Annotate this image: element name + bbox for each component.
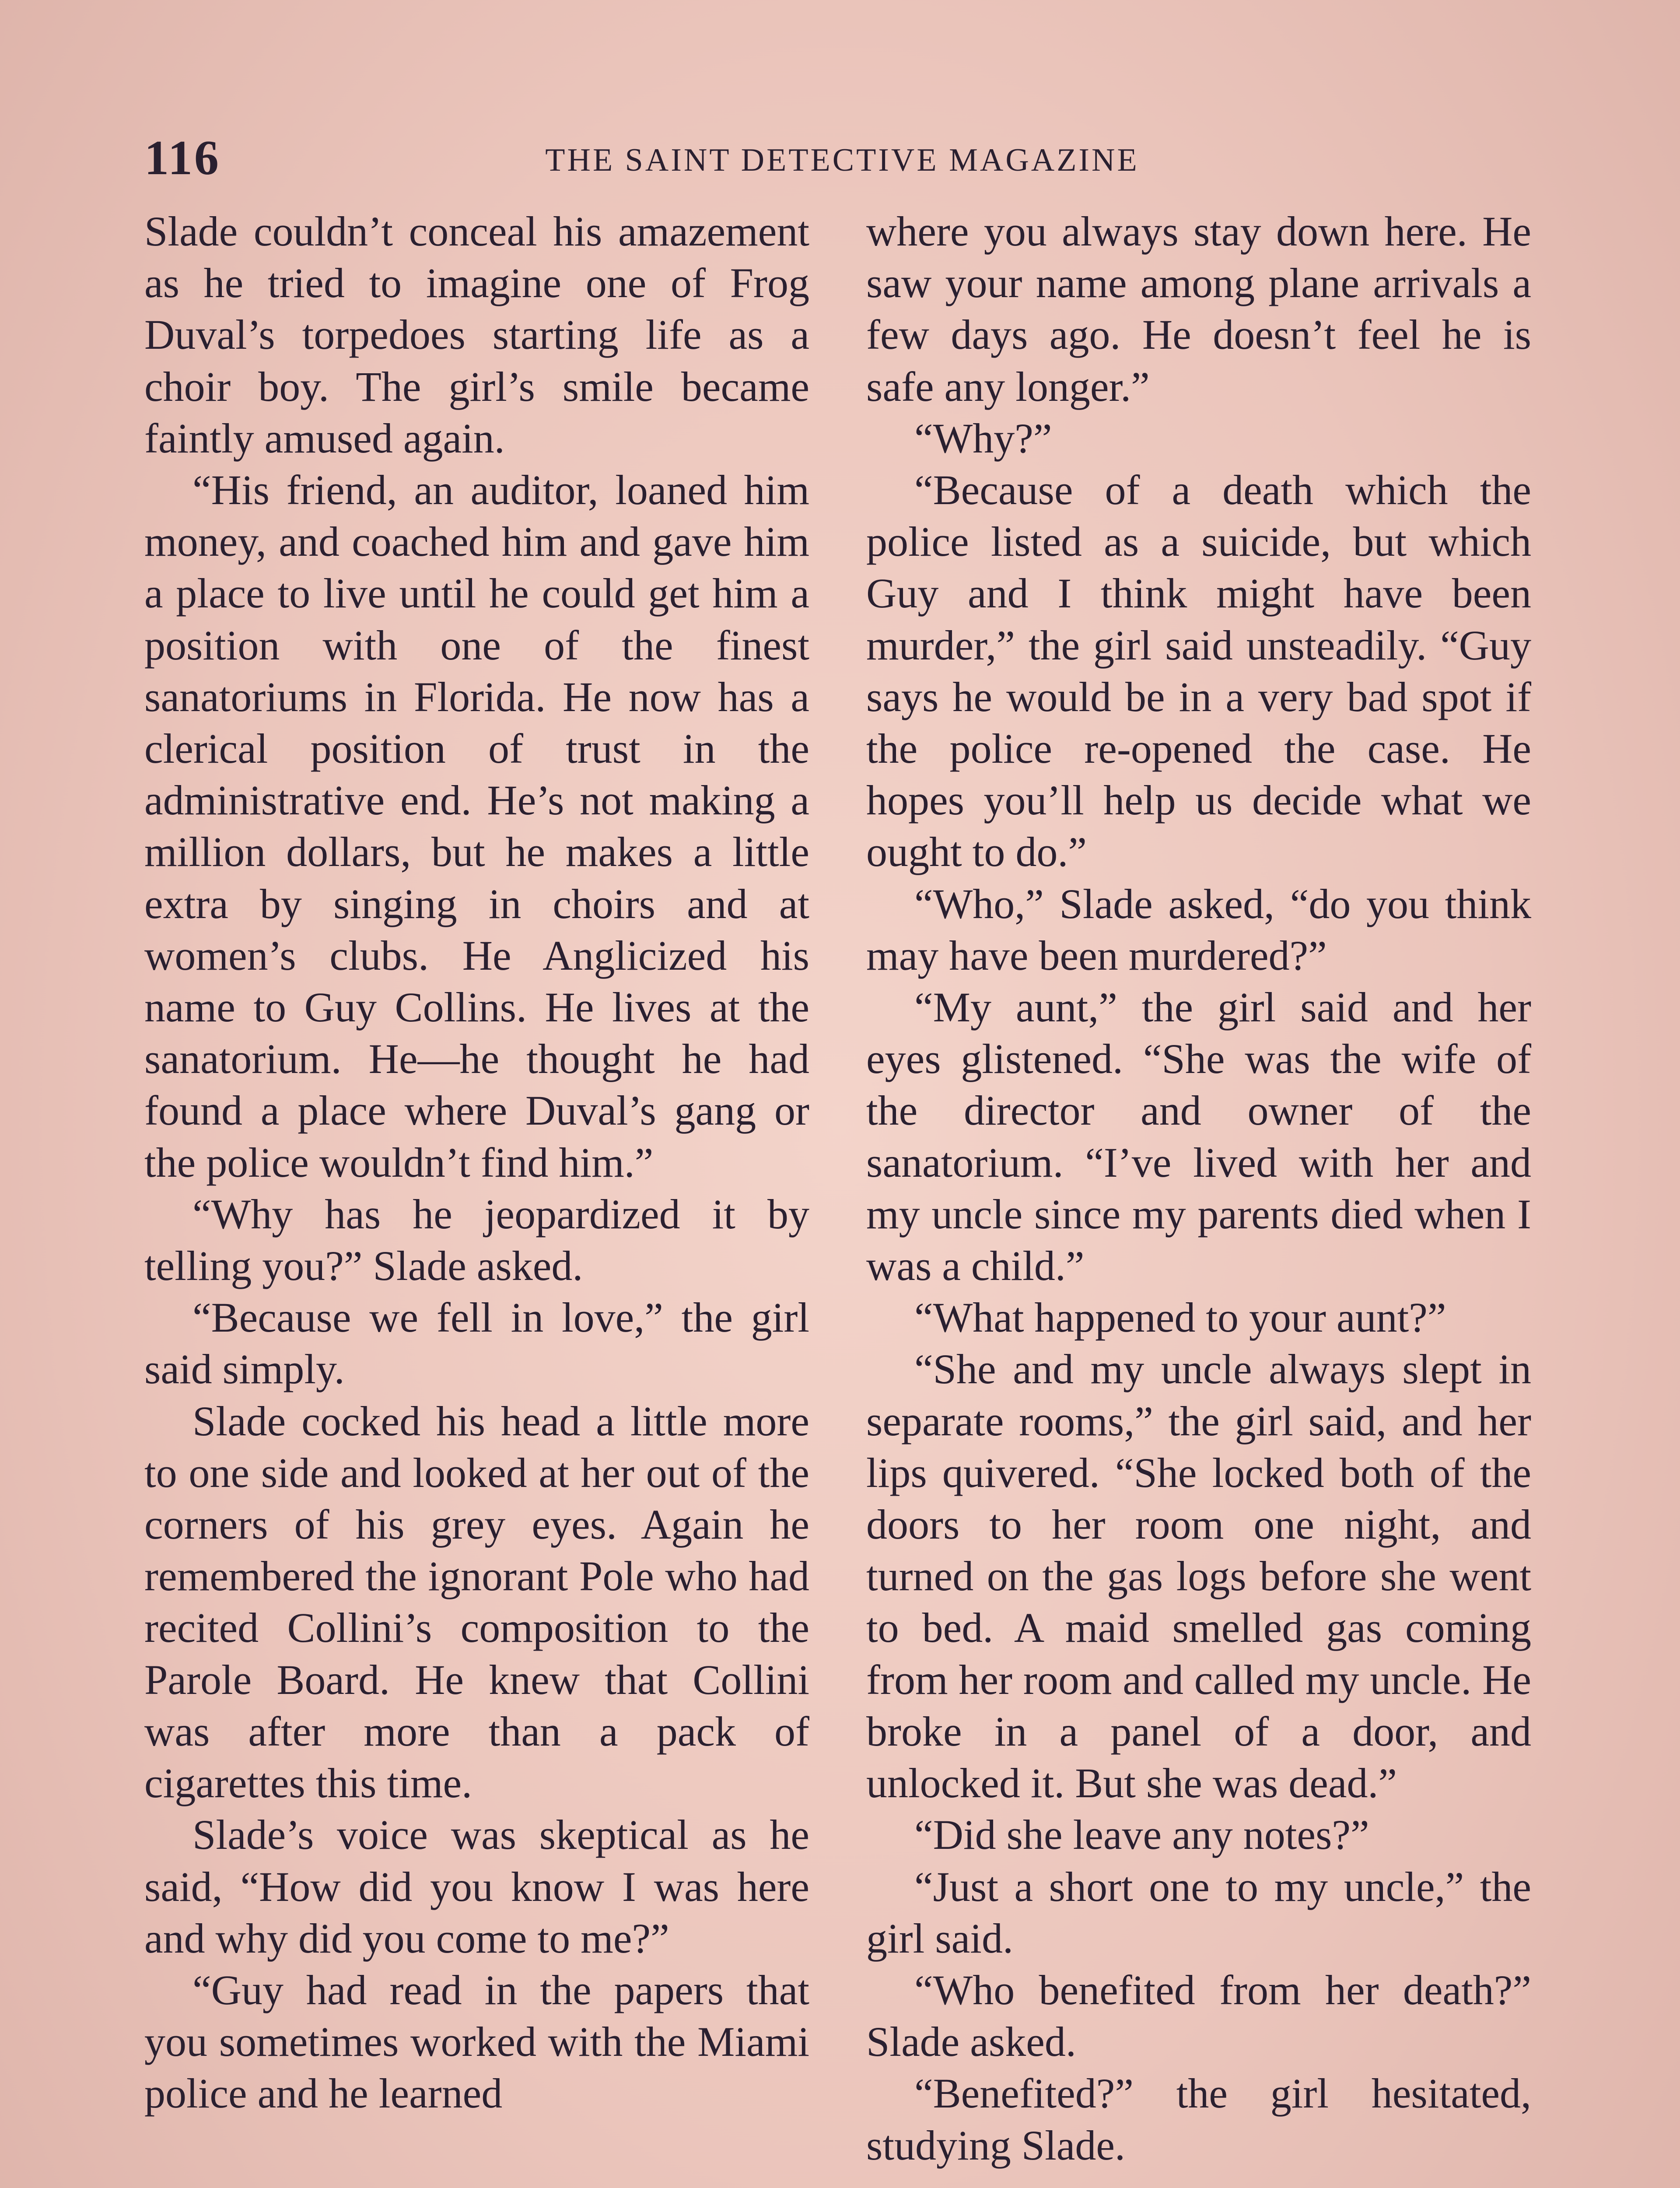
paragraph: Slade’s voice was skeptical as he said, “How did you know I was here and why did you come to me?” — [144, 1811, 809, 1962]
paragraph: “Guy had read in the papers that you sometimes worked with the Miami police and he learned — [144, 1966, 809, 2117]
paragraph: “Why?” — [914, 414, 1052, 462]
paragraph: “Because of a death which the police listed as a suicide, but which Guy and I think might have been murder,” the girl said unsteadily. “Guy says he would be in a very bad spot if the police re-opened the case. He hopes you’ll help us decide what we ought to do.” — [866, 466, 1531, 876]
paragraph: “Benefited?” the girl hesitated, studying Slade. — [866, 2070, 1531, 2169]
paragraph: Slade cocked his head a little more to one side and looked at her out of the corners of his grey eyes. Again he remembered the ignorant Pole who had recited Collini’s composition to the Parole Board. He knew that Collini was after more than a pack of cigarettes this time. — [144, 1397, 809, 1807]
paragraph: “My aunt,” the girl said and her eyes glistened. “She was the wife of the director and owner of the sanatorium. “I’ve lived with her and my uncle since my parents died when I was a child.” — [866, 984, 1531, 1290]
running-head: THE SAINT DETECTIVE MAGAZINE — [545, 142, 1139, 178]
paragraph: “Why has he jeopardized it by telling you?” Slade asked. — [144, 1190, 809, 1290]
paragraph: “What happened to your aunt?” — [914, 1294, 1446, 1341]
right-column — [866, 206, 1531, 2171]
paragraph: “Did she leave any notes?” — [914, 1811, 1369, 1858]
paragraph: “His friend, an auditor, loaned him money, and coached him and gave him a place to live until he could get him a position with one of the finest sanatoriums in Florida. He now has a clerical position of trust in the administrative end. He’s not making a million dollars, but he makes a little extra by singing in choirs and at women’s clubs. He Anglicized his name to Guy Collins. He lives at the sanatorium. He—he thought he had found a place where Duval’s gang or the police wouldn’t find him.” — [144, 466, 809, 1186]
paragraph: where you always stay down here. He saw your name among plane arrivals a few days ago. He doesn’t feel he is safe any longer.” — [866, 208, 1531, 410]
paragraph: Slade couldn’t conceal his amazement as he tried to imagine one of Frog Duval’s torpedoes starting life as a choir boy. The girl’s smile became faintly amused again. — [144, 208, 809, 462]
paragraph: “She and my uncle always slept in separate rooms,” the girl said, and her lips quivered. “She locked both of the doors to her room one night, and turned on the gas logs before she went to bed. A maid smelled gas coming from her room and called my uncle. He broke in a panel of a door, and unlocked it. But she was dead.” — [866, 1346, 1531, 1807]
paragraph: “Who benefited from her death?” Slade asked. — [866, 1966, 1531, 2065]
page-header — [144, 130, 1540, 186]
paragraph: “Just a short one to my uncle,” the girl said. — [866, 1863, 1531, 1962]
paragraph: “Who,” Slade asked, “do you think may have been murdered?” — [866, 880, 1531, 979]
page-number: 116 — [144, 131, 220, 185]
paragraph: “Because we fell in love,” the girl said simply. — [144, 1294, 809, 1393]
left-column — [144, 206, 809, 2120]
